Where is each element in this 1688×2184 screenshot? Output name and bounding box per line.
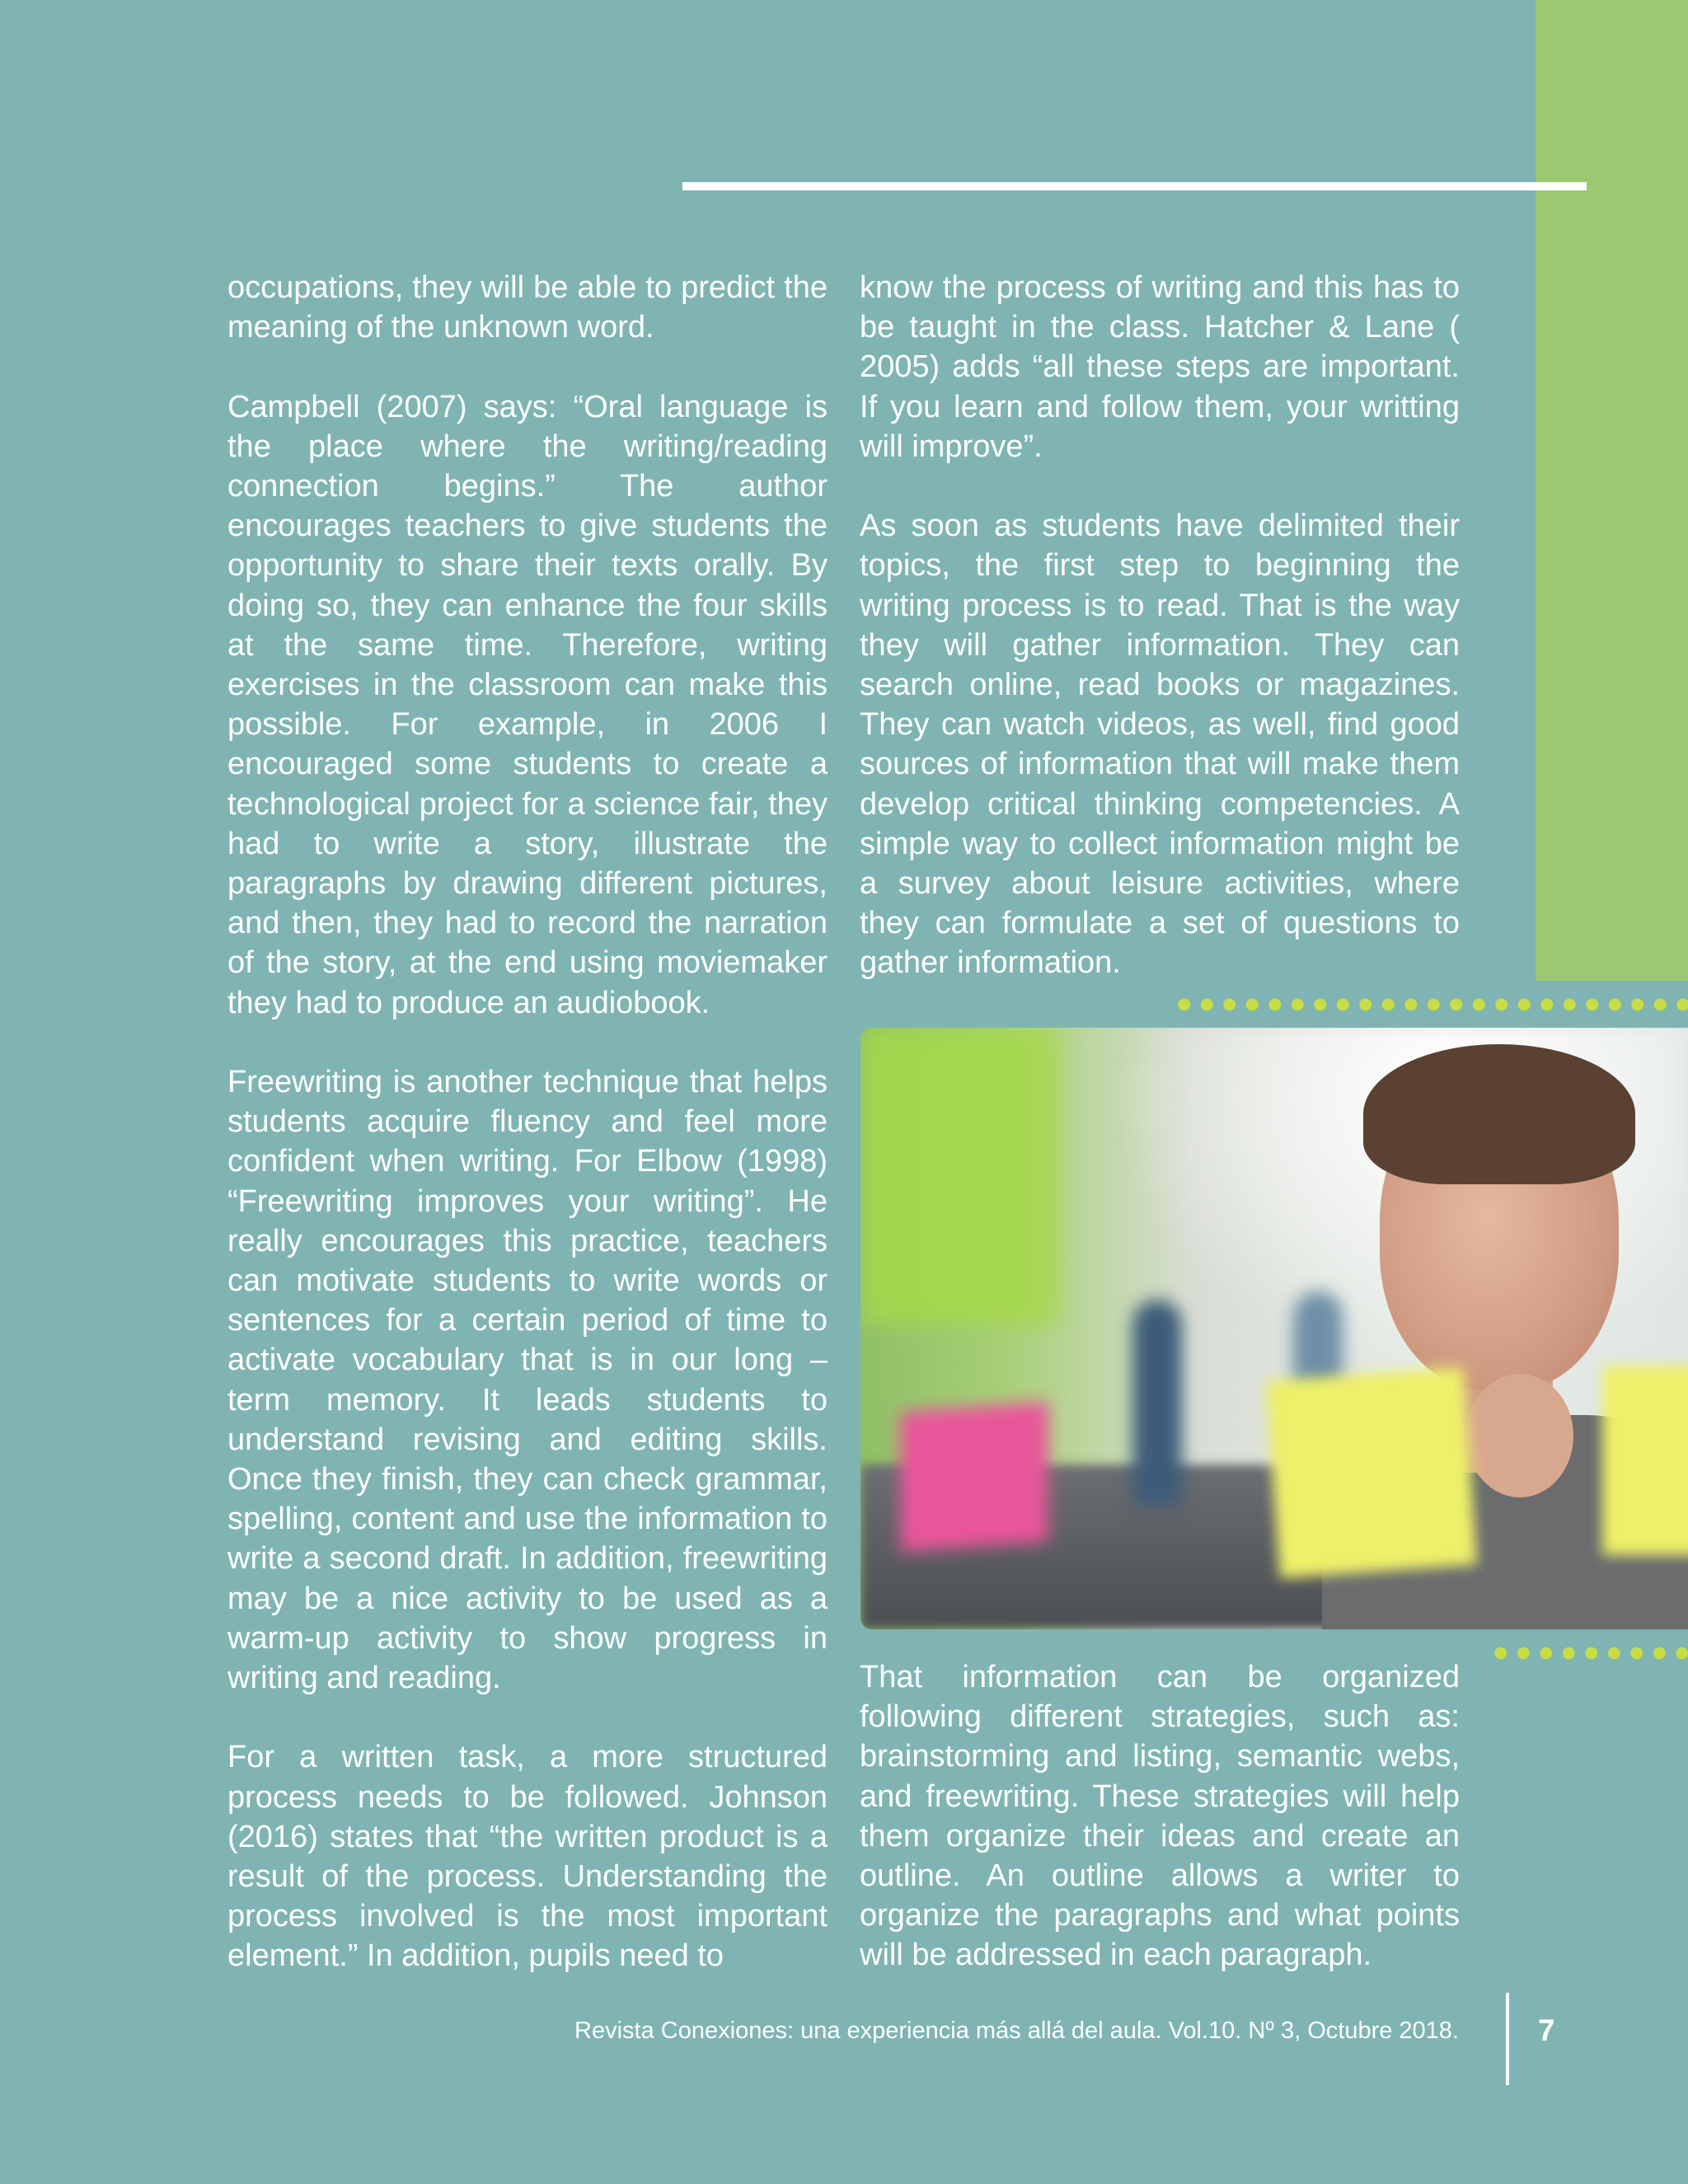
column-right-top <box>860 268 1460 1023</box>
photo-green-note <box>860 1028 1058 1324</box>
paragraph: That information can be organized following different strategies, such as: brainstorming and listing, semantic webs, and freewriting. These strategies will help them organize their ideas and create an outline. An outline allows a writer to organize the paragraphs and what points will be addressed in each paragraph. <box>860 1660 1460 1973</box>
paragraph: occupations, they will be able to predict the meaning of the unknown word. <box>227 270 828 345</box>
column-right-bottom <box>860 1657 1460 2015</box>
dotted-divider <box>1173 997 1688 1012</box>
dotted-divider <box>1489 1646 1688 1661</box>
photo-background-person <box>1132 1300 1182 1506</box>
photo-yellow-note <box>1602 1366 1688 1555</box>
footer-divider <box>1506 1993 1509 2085</box>
paragraph: For a written task, a more structured process needs to be followed. Johnson (2016) states that “the written product is a result of the process. Understanding the process involved is the most important element.” In addition, pupils need to <box>227 1740 828 1974</box>
journal-citation: Revista Conexiones: una experiencia más allá del aula. Vol.10. Nº 3, Octubre 2018. <box>574 2018 1459 2044</box>
column-left <box>227 268 828 2016</box>
photo-pink-note <box>900 1402 1048 1553</box>
header-rule <box>682 182 1587 190</box>
photo-man-hair <box>1363 1044 1635 1184</box>
paragraph: know the process of writing and this has to be taught in the class. Hatcher & Lane ( 2005) adds “all these steps are important. If you learn and follow them, your writting will improve”. <box>860 270 1460 464</box>
photo-man-hand <box>1466 1374 1573 1497</box>
article-photo <box>860 1028 1688 1629</box>
side-accent-band <box>1536 0 1688 981</box>
page-number: 7 <box>1538 2013 1555 2047</box>
paragraph: As soon as students have delimited their topics, the first step to beginning the writing process is to read. That is the way they will gather information. They can search online, read books or magazines. They can watch videos, as well, find good sources of information that will make them develop critical thinking competencies. A simple way to collect information might be a survey about leisure activities, where they can formulate a set of questions to gather information. <box>860 509 1460 981</box>
photo-yellow-note <box>1266 1367 1477 1578</box>
paragraph: Freewriting is another technique that helps students acquire fluency and feel more confident when writing. For Elbow (1998) “Freewriting improves your writing”. He really encourages this practice, teachers can motivate students to write words or sentences for a certain period of time to activate vocabulary that is in our long – term memory. It leads students to understand revising and editing skills. Once they finish, they can check grammar, spelling, content and use the information to write a second draft. In addition, freewriting may be a nice activity to be used as a warm-up activity to show progress in writing and reading. <box>227 1065 828 1696</box>
paragraph: Campbell (2007) says: “Oral language is the place where the writing/reading connection begins.” The author encourages teachers to give students the opportunity to share their texts orally. By doing so, they can enhance the four skills at the same time. Therefore, writing exercises in the classroom can make this possible. For example, in 2006 I encouraged some students to create a technological project for a science fair, they had to write a story, illustrate the paragraphs by drawing different pictures, and then, they had to record the narration of the story, at the end using moviemaker they had to produce an audiobook. <box>227 389 828 1020</box>
